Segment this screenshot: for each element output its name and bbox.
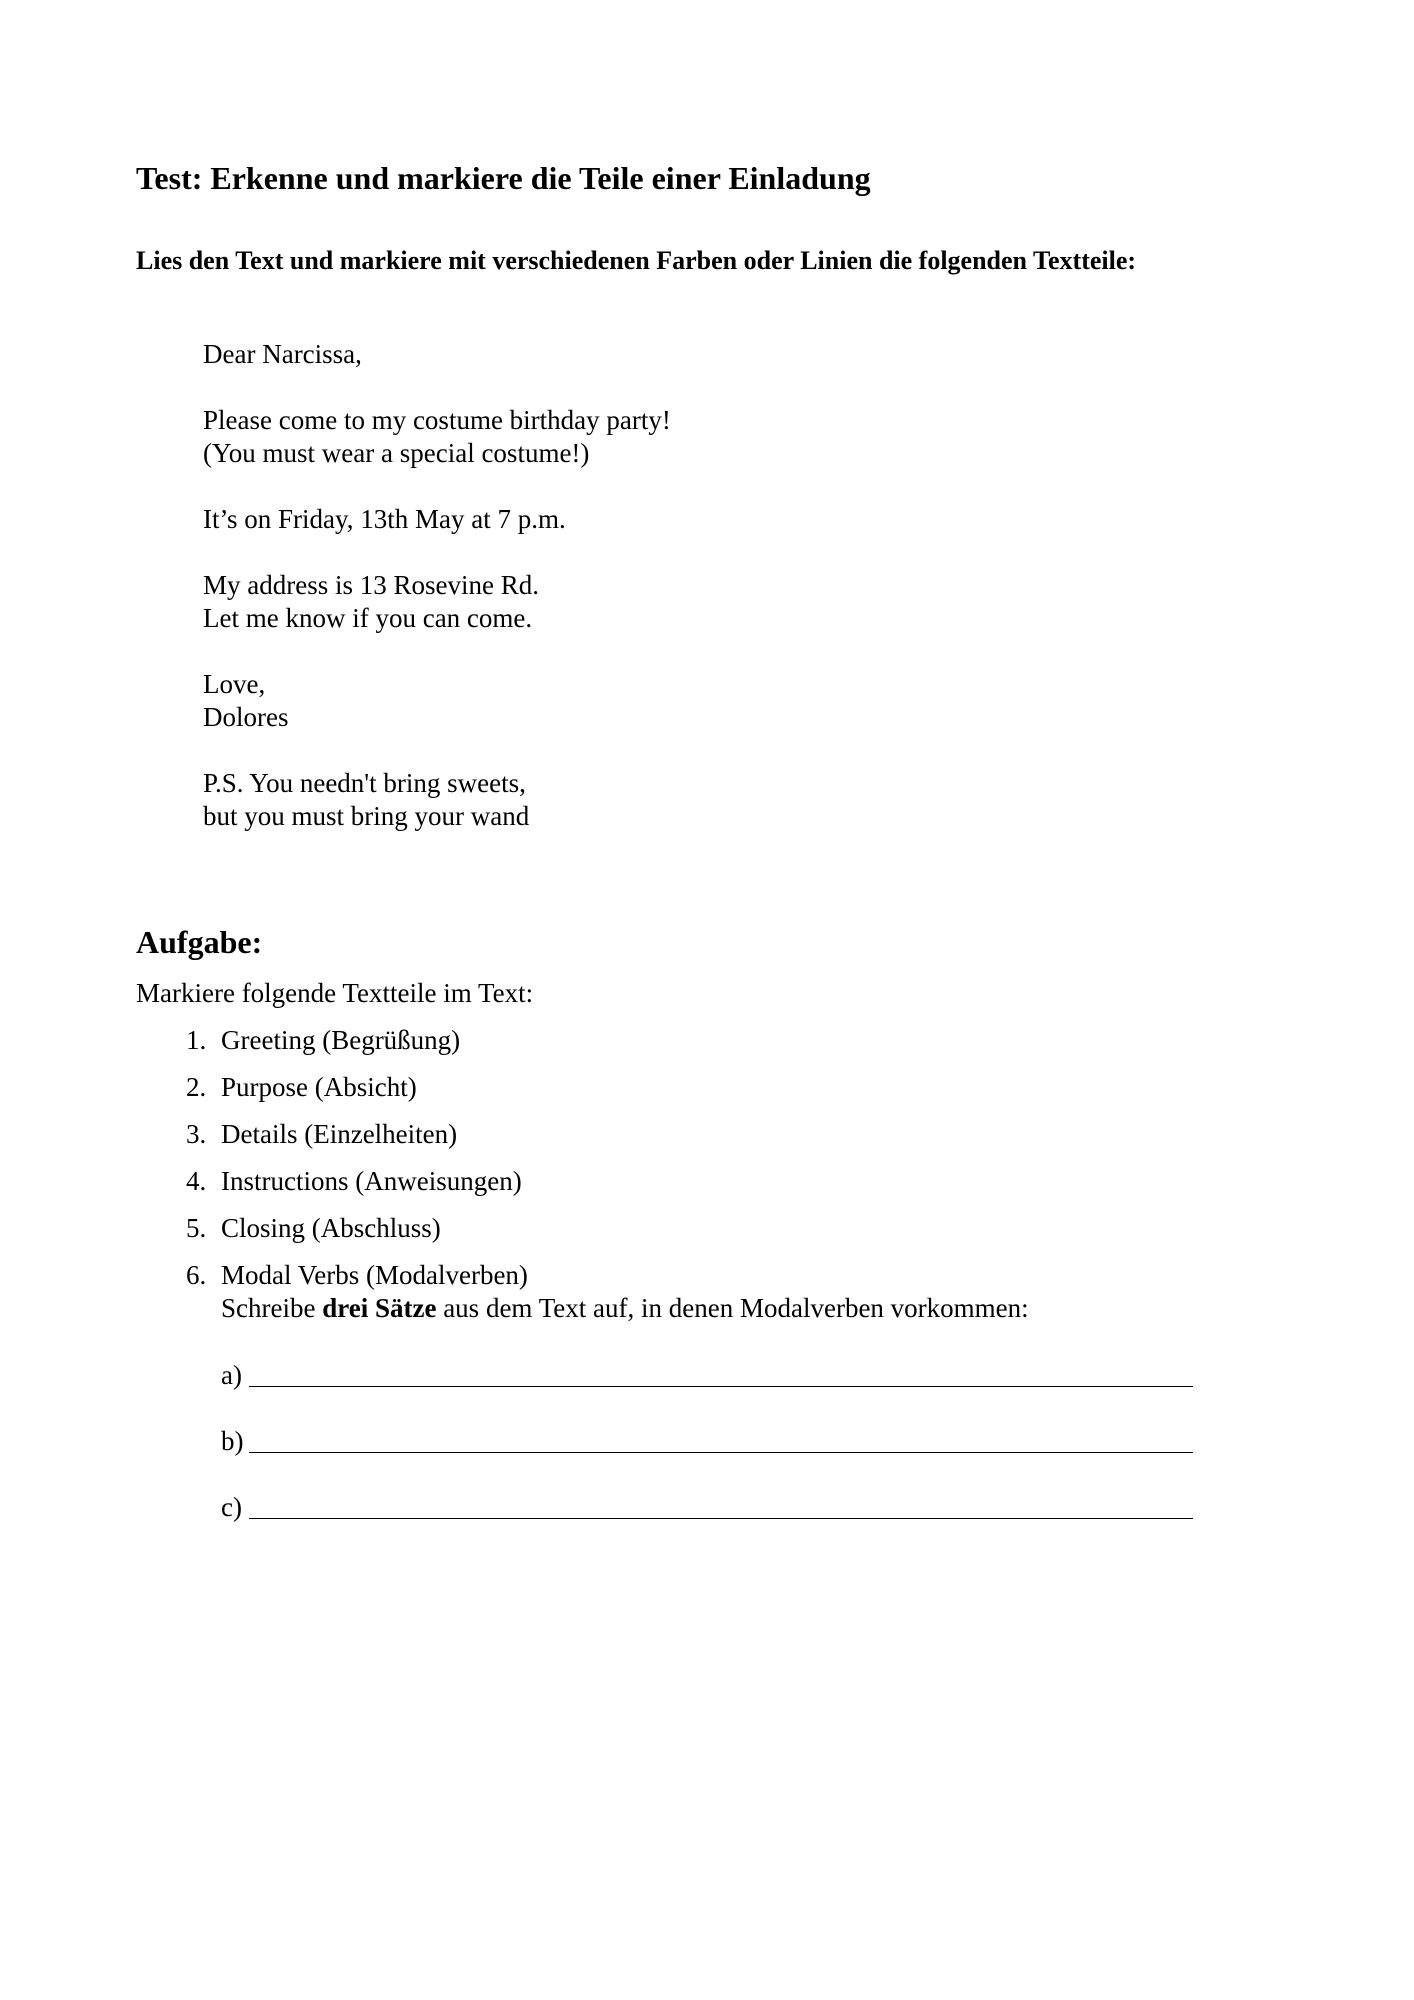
answer-blank-line[interactable] [249, 1358, 1193, 1387]
letter-address: My address is 13 Rosevine Rd. [203, 570, 539, 600]
letter-details-paragraph [203, 503, 671, 536]
list-item [180, 1259, 1280, 1325]
list-item [180, 1071, 1280, 1104]
list-item-number: 5. [186, 1213, 207, 1243]
list-item [180, 1212, 1280, 1245]
worksheet-subtitle: Lies den Text und markiere mit verschiedenen Farben oder Linien die folgenden Textteile: [136, 246, 1137, 275]
letter-greeting-paragraph [203, 338, 671, 371]
instruction-text: aus dem Text auf, in denen Modalverben vorkommen: [436, 1293, 1029, 1323]
letter-costume-line: (You must wear a special costume!) [203, 438, 590, 468]
list-item-label: Closing (Abschluss) [221, 1213, 441, 1243]
answer-row-a [221, 1358, 1193, 1391]
answer-blank-line[interactable] [249, 1424, 1193, 1453]
answer-lines [221, 1358, 1193, 1556]
answer-row-c [221, 1490, 1193, 1523]
answer-blank-line[interactable] [249, 1490, 1193, 1519]
letter-greeting: Dear Narcissa, [203, 339, 362, 369]
list-item-label: Purpose (Absicht) [221, 1072, 417, 1102]
answer-label: a) [221, 1360, 242, 1390]
letter-address-paragraph [203, 569, 671, 635]
list-item-label: Instructions (Anweisungen) [221, 1166, 522, 1196]
letter-postscript-line: P.S. You needn't bring sweets, [203, 768, 526, 798]
list-item-label: Greeting (Begrüßung) [221, 1025, 461, 1055]
letter-closing: Love, [203, 669, 266, 699]
modal-verbs-instruction [221, 1292, 1280, 1325]
letter-rsvp: Let me know if you can come. [203, 603, 533, 633]
task-list [180, 1024, 1280, 1339]
worksheet-title: Test: Erkenne und markiere die Teile einer Einladung [136, 160, 871, 196]
letter-signature: Dolores [203, 702, 289, 732]
letter-details: It’s on Friday, 13th May at 7 p.m. [203, 504, 566, 534]
task-intro: Markiere folgende Textteile im Text: [136, 978, 534, 1008]
list-item-label: Modal Verbs (Modalverben) [221, 1260, 528, 1290]
letter-postscript-paragraph [203, 767, 671, 833]
list-item [180, 1024, 1280, 1057]
list-item-number: 6. [186, 1260, 207, 1290]
answer-row-b [221, 1424, 1193, 1457]
list-item-number: 2. [186, 1072, 207, 1102]
list-item-number: 4. [186, 1166, 207, 1196]
list-item [180, 1118, 1280, 1151]
list-item [180, 1165, 1280, 1198]
list-item-label: Details (Einzelheiten) [221, 1119, 458, 1149]
instruction-emphasis: drei Sätze [322, 1293, 437, 1323]
letter-closing-paragraph [203, 668, 671, 734]
letter-postscript-line: but you must bring your wand [203, 801, 530, 831]
list-item-number: 1. [186, 1025, 207, 1055]
invitation-letter [203, 338, 671, 866]
task-heading: Aufgabe: [136, 924, 263, 960]
letter-purpose-paragraph [203, 404, 671, 470]
letter-purpose-line: Please come to my costume birthday party! [203, 405, 671, 435]
answer-label: b) [221, 1426, 244, 1456]
list-item-number: 3. [186, 1119, 207, 1149]
instruction-text: Schreibe [221, 1293, 323, 1323]
answer-label: c) [221, 1492, 242, 1522]
